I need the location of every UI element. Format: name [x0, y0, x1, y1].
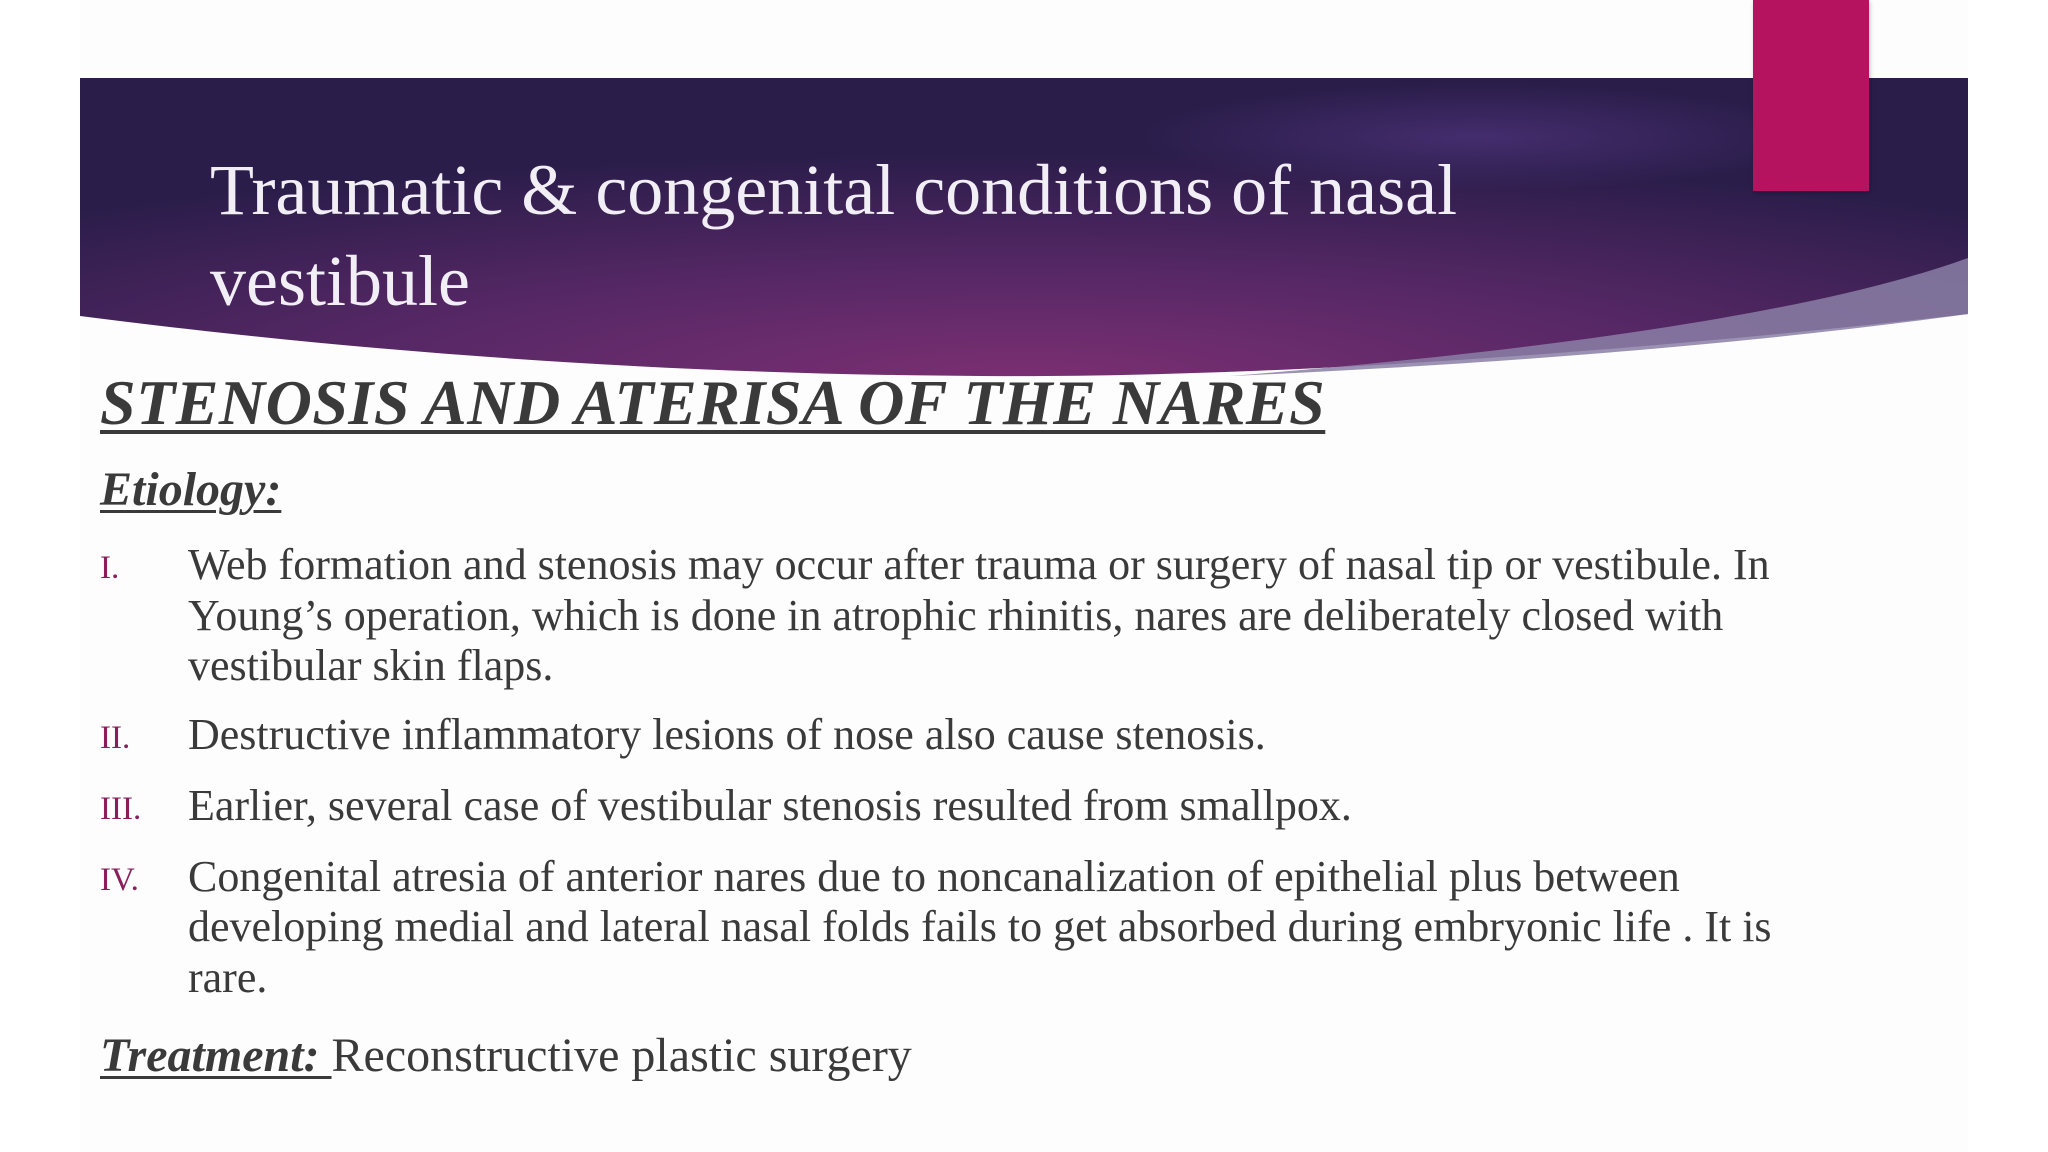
list-item [100, 852, 1950, 1004]
slide-title: Traumatic & congenital conditions of nasal vestibule [210, 150, 1458, 321]
list-item-text: Destructive inflammatory lesions of nose also cause stenosis. [188, 709, 1266, 759]
section-heading: STENOSIS AND ATERISA OF THE NARES [100, 367, 1326, 438]
etiology-label: Etiology: [100, 463, 282, 516]
list-item-text: Congenital atresia of anterior nares due to noncanalization of epithelial plus between developing medial and lateral nasal folds fails to get absorbed during embryonic life . It is rare. [188, 851, 1772, 1002]
treatment-label: Treatment: [100, 1029, 332, 1082]
list-item [100, 540, 1950, 692]
accent-tab [1753, 0, 1869, 191]
list-item [100, 781, 1950, 834]
list-item-text: Earlier, several case of vestibular stenosis resulted from smallpox. [188, 780, 1352, 830]
list-marker: I. [100, 550, 120, 586]
list-marker: II. [100, 719, 131, 756]
list-marker: IV. [100, 861, 139, 898]
treatment-line [100, 1028, 912, 1084]
etiology-list [100, 540, 1950, 1021]
list-item-text: Web formation and stenosis may occur after trauma or surgery of nasal tip or vestibule. In Young’s operation, which is done in atrophic rhinitis, nares are deliberately closed with vestibular skin flaps. [188, 540, 1770, 690]
treatment-text: Reconstructive plastic surgery [331, 1029, 912, 1082]
list-marker: III. [100, 790, 142, 827]
list-item [100, 710, 1950, 763]
